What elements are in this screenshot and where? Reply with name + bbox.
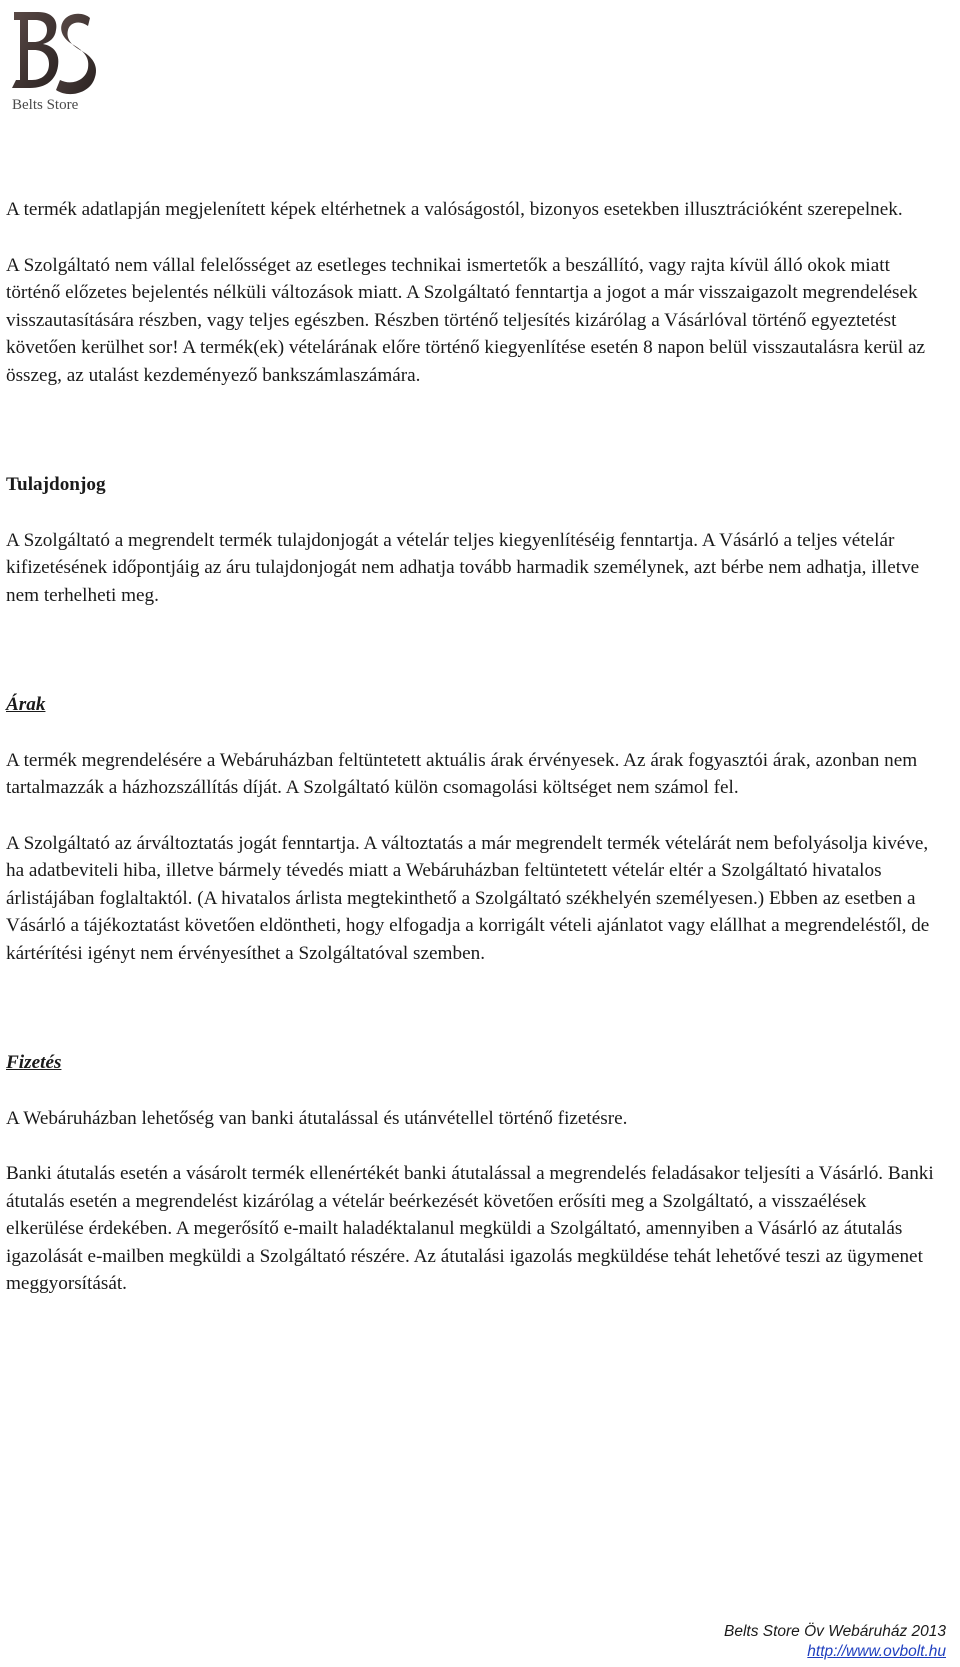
ownership-paragraph: A Szolgáltató a megrendelt termék tulajdonjogát a vételár teljes kiegyenlítéséig fenntartja. A Vásárló a teljes vételár kifizetésének időpontjáig az áru tulajdonjogát nem adhatja tovább harmadik személynek, azt bérbe nem adhatja, illetve nem terhelheti meg. — [6, 529, 920, 606]
page-footer — [724, 1622, 946, 1662]
section-heading-payment: Fizetés — [6, 1052, 62, 1073]
section-heading-prices: Árak — [6, 694, 46, 715]
payment-paragraph-2: Banki átutalás esetén a vásárolt termék ellenértékét banki átutalással a megrendelés feladásakor teljesíti a Vásárló. Banki átutalás esetén a megrendelést kizárólag a vételár beérkezését követően erősíti meg a Szolgáltató, a visszaélések elkerülése érdekében. A megerősítő e-mailt haladéktalanul megküldi a Szolgáltató, amennyiben a Vásárló az átutalás igazolását e-mailben megküldi a Szolgáltató részére. Az átutalási igazolás megküldése tehát lehetővé teszi az ügymenet meggyorsítását. — [6, 1163, 934, 1294]
prices-paragraph-2: A Szolgáltató az árváltoztatás jogát fenntartja. A változtatás a már megrendelt termék vételárát nem befolyásolja kivéve, ha adatbeviteli hiba, illetve bármely tévedés miatt a Webáruházban feltüntetett vételár eltér a Szolgáltató hivatalos árlistájában foglaltaktól. (A hivatalos árlista megtekinthető a Szolgáltató székhelyén személyesen.) Ebben az esetben a Vásárló a tájékoztatást követően eldöntheti, hogy elfogadja a korrigált vételi ajánlatot vagy elállhat a megrendeléstől, de kártérítési igényt nem érvényesíthet a Szolgáltatóval szemben. — [6, 832, 930, 964]
intro-paragraph-1: A termék adatlapján megjelenített képek eltérhetnek a valóságostól, bizonyos esetekben illusztrációként szerepelnek. — [6, 199, 903, 220]
prices-paragraph-1: A termék megrendelésére a Webáruházban feltüntetett aktuális árak érvényesek. Az árak fogyasztói árak, azonban nem tartalmazzák a házhozszállítás díját. A Szolgáltató külön csomagolási költséget nem számol fel. — [6, 749, 918, 798]
logo-brand-name: Belts Store — [12, 97, 79, 113]
section-heading-ownership: Tulajdonjog — [6, 474, 106, 495]
footer-copyright: Belts Store Öv Webáruház 2013 — [723, 1623, 946, 1640]
payment-paragraph-1: A Webáruházban lehetőség van banki átutalással és utánvétellel történő fizetésre. — [6, 1107, 628, 1129]
intro-paragraph-2: A Szolgáltató nem vállal felelősséget az esetleges technikai ismertetők a beszállító, vagy rajta kívül álló okok miatt történő előzetes bejelentés nélküli változások miatt. A Szolgáltató fenntartja a jogot a már visszaigazolt megrendelések visszautasítására részben, vagy teljes egészben. Részben történő teljesítés kizárólag a Vásárlóval történő egyeztetést követően kerülhet sor! A termék(ek) vételárának előre történő kiegyenlítése esetén 8 napon belül visszautalásra kerül az összeg, az utalást kezdeményező bankszámlaszámára. — [6, 254, 926, 386]
footer-website-link[interactable]: http://www.ovbolt.hu — [807, 1643, 946, 1660]
document-body — [6, 196, 946, 1298]
